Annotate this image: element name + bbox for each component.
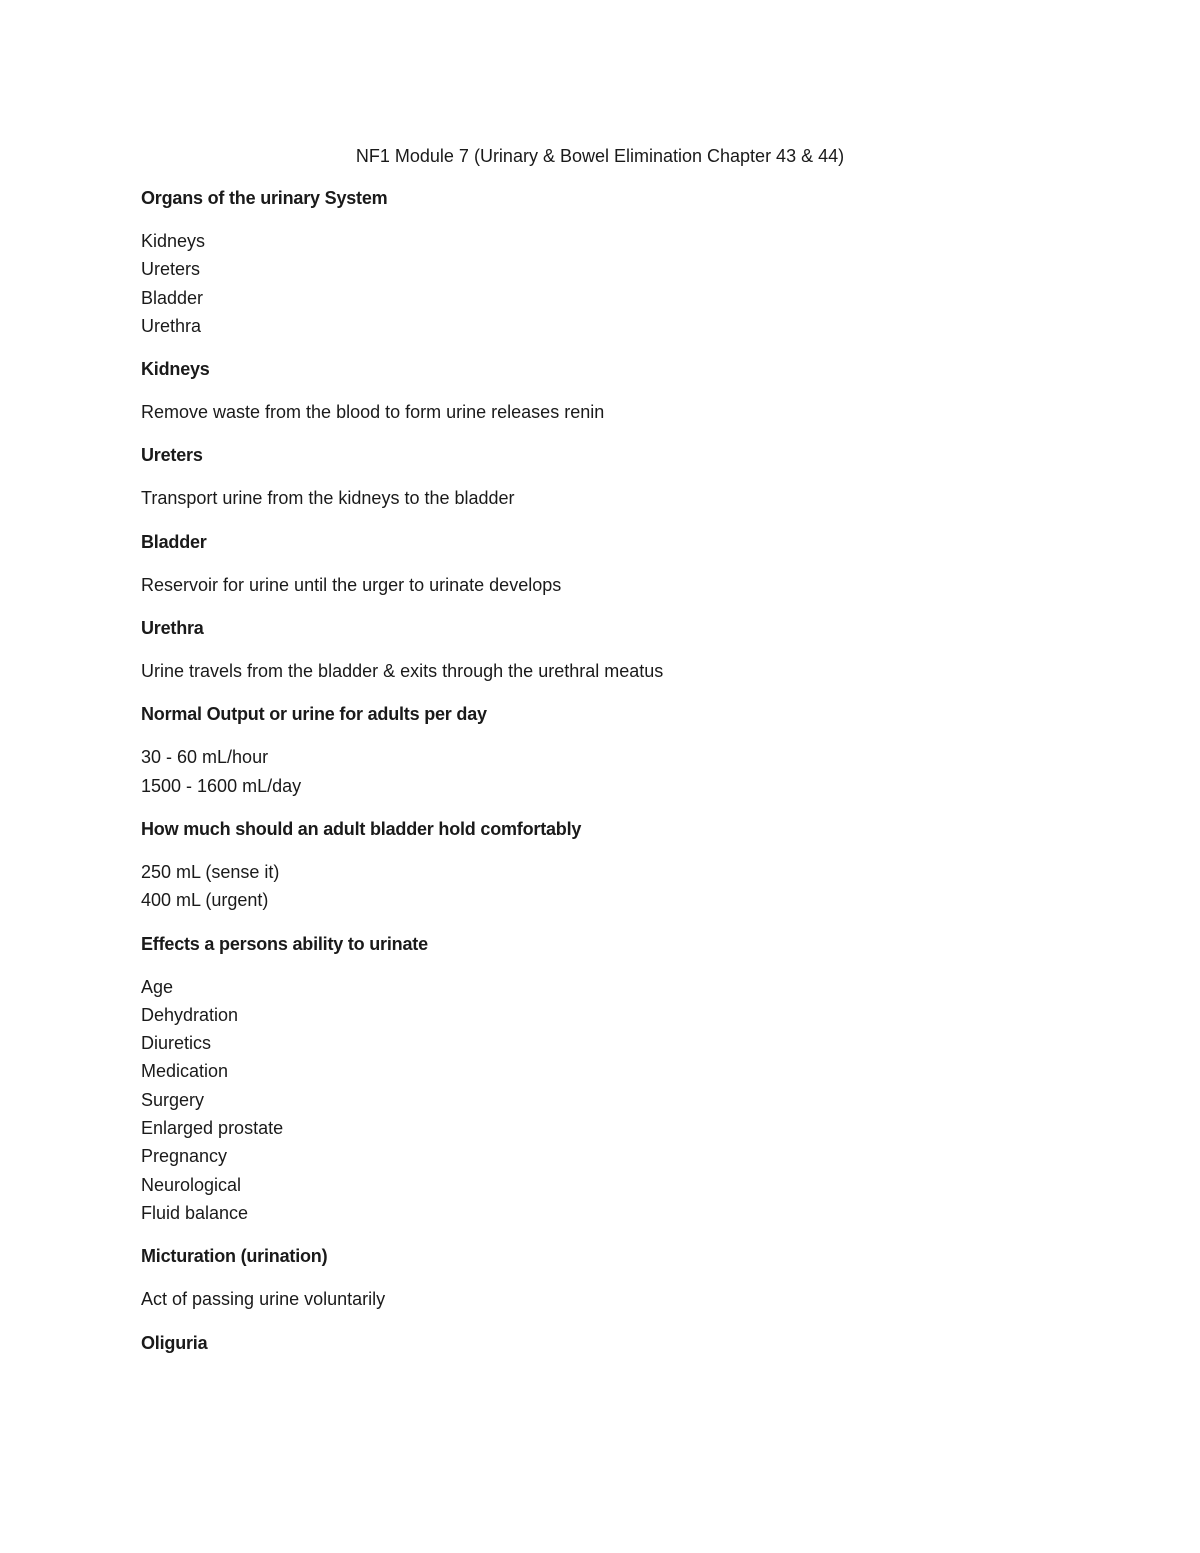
text-line: Bladder <box>141 287 204 308</box>
section-lines <box>141 571 1061 599</box>
document-title: NF1 Module 7 (Urinary & Bowel Elimination Chapter 43 & 44) <box>355 146 845 166</box>
section-heading: Effects a persons ability to urinate <box>141 933 428 954</box>
text-line: Urine travels from the bladder & exits through the urethral meatus <box>141 661 664 682</box>
text-line: Pregnancy <box>141 1146 228 1167</box>
section-heading: Oliguria <box>141 1332 208 1353</box>
text-line: Reservoir for urine until the urger to urinate develops <box>141 574 562 595</box>
section-heading: Bladder <box>141 531 207 552</box>
section-normal-output <box>141 700 1061 800</box>
section-bladder <box>141 528 1061 599</box>
section-effects <box>141 930 1061 1228</box>
section-heading: How much should an adult bladder hold comfortably <box>141 818 582 839</box>
section-heading: Ureters <box>141 445 203 466</box>
text-line: Diuretics <box>141 1033 212 1054</box>
section-heading: Urethra <box>141 618 204 639</box>
text-line: Surgery <box>141 1089 205 1110</box>
section-lines <box>141 484 1061 512</box>
text-line: Ureters <box>141 259 201 280</box>
text-line: 1500 - 1600 mL/day <box>141 775 302 796</box>
section-bladder-capacity <box>141 815 1061 915</box>
section-lines <box>141 1285 1061 1313</box>
section-lines <box>141 858 1061 915</box>
text-line: 30 - 60 mL/hour <box>141 747 269 768</box>
section-heading: Micturation (urination) <box>141 1246 328 1267</box>
section-ureters <box>141 441 1061 512</box>
section-organs <box>141 184 1061 340</box>
section-heading: Kidneys <box>141 359 210 380</box>
section-oliguria <box>141 1329 1061 1357</box>
text-line: Urethra <box>141 315 202 336</box>
text-line: Remove waste from the blood to form urine releases renin <box>141 402 605 423</box>
section-lines <box>141 973 1061 1228</box>
text-line: Age <box>141 976 174 997</box>
section-kidneys <box>141 355 1061 426</box>
section-lines <box>141 743 1061 800</box>
document-body <box>141 184 1061 1372</box>
text-line: Medication <box>141 1061 229 1082</box>
text-line: 400 mL (urgent) <box>141 890 269 911</box>
section-lines <box>141 657 1061 685</box>
section-heading: Organs of the urinary System <box>141 188 388 208</box>
section-urethra <box>141 614 1061 685</box>
text-line: 250 mL (sense it) <box>141 861 280 882</box>
text-line: Fluid balance <box>141 1202 249 1223</box>
section-micturation <box>141 1242 1061 1313</box>
text-line: Act of passing urine voluntarily <box>141 1289 386 1310</box>
section-heading: Normal Output or urine for adults per day <box>141 704 487 725</box>
text-line: Kidneys <box>141 231 206 251</box>
text-line: Transport urine from the kidneys to the bladder <box>141 488 515 509</box>
section-lines <box>141 398 1061 426</box>
text-line: Neurological <box>141 1174 242 1195</box>
text-line: Enlarged prostate <box>141 1118 284 1139</box>
section-lines <box>141 227 1061 340</box>
text-line: Dehydration <box>141 1004 239 1025</box>
